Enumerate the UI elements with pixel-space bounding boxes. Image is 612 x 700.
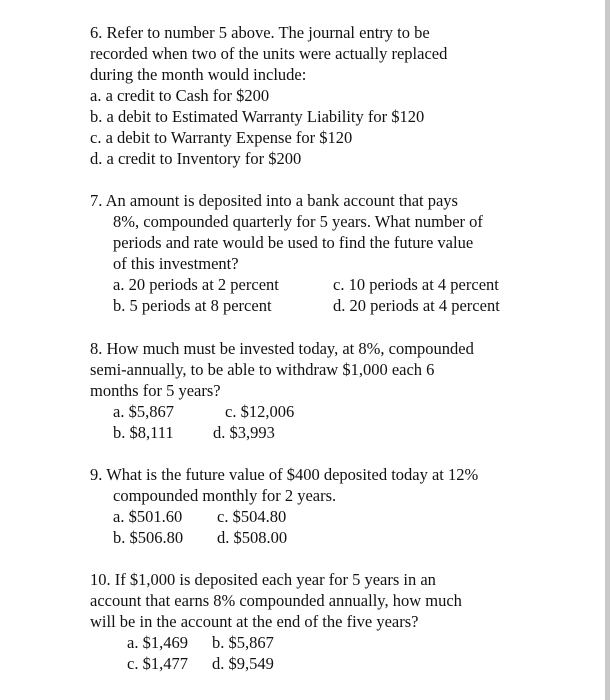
question-7-stem-line: 7. An amount is deposited into a bank account that pays: [90, 191, 458, 210]
question-8-stem-line: semi-annually, to be able to withdraw $1,000 each 6: [90, 360, 435, 379]
question-8-option-d: d. $3,993: [213, 423, 275, 442]
question-7-stem-line: periods and rate would be used to find the future value: [113, 233, 474, 252]
question-10-option-a: a. $1,469: [127, 633, 188, 652]
question-10-option-c: c. $1,477: [127, 654, 188, 673]
question-6-stem-line: recorded when two of the units were actually replaced: [90, 44, 448, 63]
question-7-option-b: b. 5 periods at 8 percent: [113, 296, 272, 315]
question-6-option-c: c. a debit to Warranty Expense for $120: [90, 128, 353, 147]
question-9-option-b: b. $506.80: [113, 528, 184, 547]
question-7-option-c: c. 10 periods at 4 percent: [333, 275, 499, 294]
question-6-option-d: d. a credit to Inventory for $200: [90, 149, 302, 168]
question-10-option-b: b. $5,867: [212, 633, 274, 652]
question-7-option-a: a. 20 periods at 2 percent: [113, 275, 279, 294]
question-6-stem-line: 6. Refer to number 5 above. The journal entry to be: [90, 23, 430, 42]
question-8-option-a: a. $5,867: [113, 402, 174, 421]
question-10-stem-line: account that earns 8% compounded annually, how much: [90, 591, 462, 610]
question-9-option-c: c. $504.80: [217, 507, 287, 526]
question-9-stem-line: compounded monthly for 2 years.: [113, 486, 337, 505]
question-8-option-b: b. $8,111: [113, 423, 174, 442]
question-7-option-d: d. 20 periods at 4 percent: [333, 296, 500, 315]
question-6-option-a: a. a credit to Cash for $200: [90, 86, 270, 105]
question-6-stem-line: during the month would include:: [90, 65, 307, 84]
question-8-option-c: c. $12,006: [225, 402, 295, 421]
question-10-stem-line: 10. If $1,000 is deposited each year for 5 years in an: [90, 570, 436, 589]
question-8-stem-line: months for 5 years?: [90, 381, 221, 400]
question-6-option-b: b. a debit to Estimated Warranty Liability for $120: [90, 107, 425, 126]
question-8-stem-line: 8. How much must be invested today, at 8%, compounded: [90, 339, 474, 358]
question-10-stem-line: will be in the account at the end of the five years?: [90, 612, 419, 631]
question-10-option-d: d. $9,549: [212, 654, 274, 673]
question-9-option-d: d. $508.00: [217, 528, 288, 547]
question-7-stem-line: 8%, compounded quarterly for 5 years. What number of: [113, 212, 483, 231]
question-9-option-a: a. $501.60: [113, 507, 183, 526]
page-edge-divider: [605, 0, 610, 700]
question-9-stem-line: 9. What is the future value of $400 deposited today at 12%: [90, 465, 479, 484]
question-7-stem-line: of this investment?: [113, 254, 239, 273]
